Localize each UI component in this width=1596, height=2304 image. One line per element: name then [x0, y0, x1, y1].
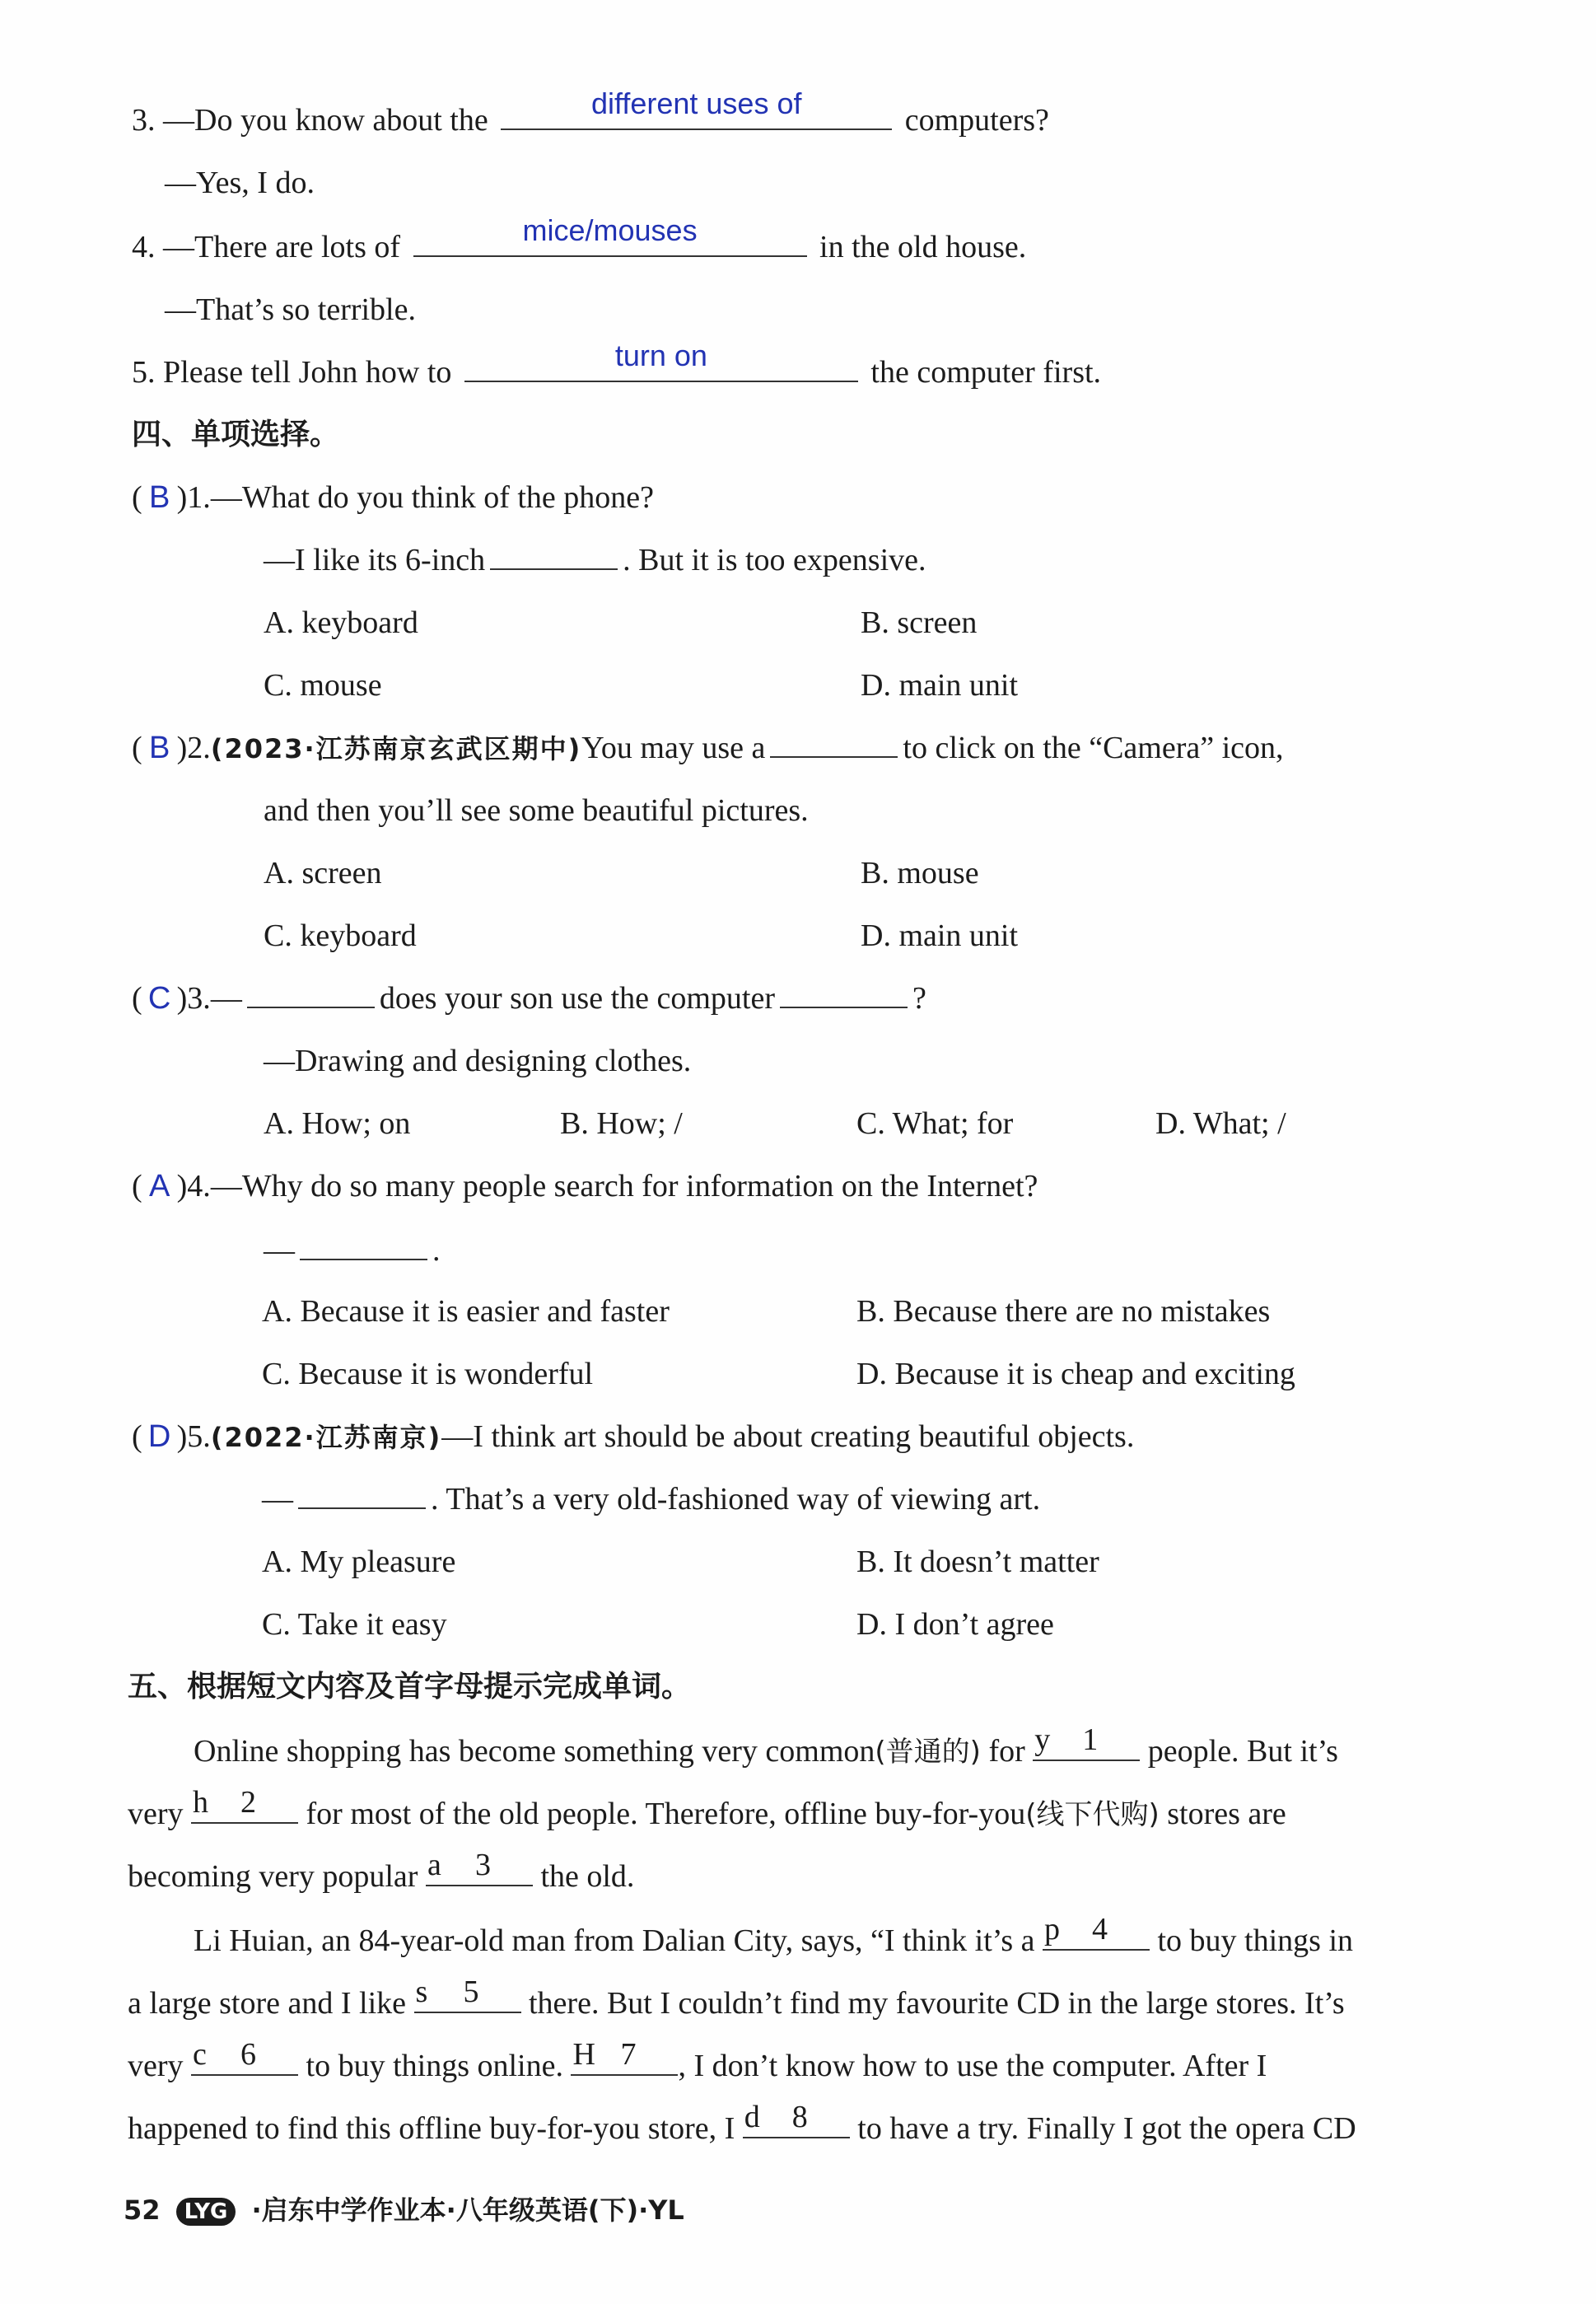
section4-title: 四、单项选择。 — [132, 418, 340, 451]
mc-q2-option-b: B. mouse — [861, 856, 979, 890]
passage-p2-line4: happened to find this offline buy-for-you store, I d 8 to have a try. Finally I got the opera CD — [128, 2100, 1356, 2146]
mc-q5-line2: — . That’s a very old-fashioned way of viewing art. — [262, 1479, 1040, 1519]
hint-blank-3: a 3 — [426, 1857, 533, 1886]
hint-blank-7: H 7 — [571, 2046, 678, 2076]
hint-blank-5: s 5 — [414, 1984, 521, 2013]
mc-q1: ( B )1.—What do you think of the phone? — [132, 478, 654, 517]
fill-q3-blank — [501, 86, 892, 130]
hint-blank-1: y 1 — [1033, 1732, 1140, 1761]
mc-q2-answer: B — [148, 731, 170, 765]
page-footer — [124, 2190, 684, 2227]
mc-q3-blank1 — [247, 979, 375, 1008]
mc-q5-answer: D — [147, 1419, 171, 1454]
fill-q5-blank — [464, 339, 858, 382]
mc-q1-line2: —I like its 6-inch . But it is too expensive. — [264, 540, 926, 580]
mc-q1-option-c: C. mouse — [264, 668, 382, 703]
mc-q4-blank — [300, 1231, 427, 1260]
mc-q5-option-c: C. Take it easy — [262, 1607, 447, 1642]
fill-q3: 3. —Do you know about the different uses of computers? — [132, 100, 1049, 140]
book-title: ·启东中学作业本·八年级英语(下)·YL — [251, 2194, 684, 2226]
publisher-logo-icon: LYG — [176, 2198, 236, 2226]
mc-q4-option-d: D. Because it is cheap and exciting — [856, 1357, 1295, 1391]
mc-q5-option-d: D. I don’t agree — [856, 1607, 1054, 1642]
fill-q4-blank — [413, 213, 807, 257]
hint-blank-8: d 8 — [743, 2109, 850, 2138]
mc-q5: ( D )5.(2022·江苏南京)—I think art should be about creating beautiful objects. — [132, 1417, 1134, 1457]
mc-q2-source: (2023·江苏南京玄武区期中) — [210, 733, 582, 764]
passage-p2-line1: Li Huian, an 84-year-old man from Dalian City, says, “I think it’s a p 4 to buy things in — [194, 1912, 1354, 1958]
mc-q3-option-b: B. How; / — [560, 1106, 683, 1141]
mc-q5-option-a: A. My pleasure — [262, 1545, 456, 1579]
mc-q1-option-b: B. screen — [861, 605, 978, 640]
mc-q3-option-c: C. What; for — [856, 1106, 1014, 1141]
page-number: 52 — [124, 2194, 161, 2226]
hint-blank-6: c 6 — [191, 2046, 298, 2076]
fill-q3-answer: different uses of — [590, 86, 802, 120]
mc-q5-option-b: B. It doesn’t matter — [856, 1545, 1099, 1579]
mc-q4-answer: A — [148, 1169, 170, 1203]
mc-q1-option-a: A. keyboard — [264, 605, 418, 640]
mc-q4-option-a: A. Because it is easier and faster — [262, 1294, 670, 1329]
passage-p1-line1: Online shopping has become something very common(普通的) for y 1 people. But it’s — [194, 1722, 1338, 1769]
mc-q2-option-a: A. screen — [264, 856, 382, 890]
mc-q2-option-d: D. main unit — [861, 918, 1019, 953]
passage-p2-line3: very c 6 to buy things online. H 7 , I don’t know how to use the computer. After I — [128, 2037, 1267, 2083]
fill-q4-reply: —That’s so terrible. — [165, 292, 416, 327]
mc-q2-blank — [770, 728, 898, 758]
passage-p1-line3: becoming very popular a 3 the old. — [128, 1848, 635, 1894]
mc-q3-answer: C — [147, 981, 171, 1016]
section5-title: 五、根据短文内容及首字母提示完成单词。 — [128, 1670, 692, 1703]
hint-blank-2: h 2 — [191, 1794, 298, 1824]
mc-q1-answer: B — [148, 480, 170, 515]
mc-q1-blank — [490, 540, 618, 570]
mc-q3: ( C )3.— does your son use the computer ? — [132, 979, 926, 1018]
passage-p2-line2: a large store and I like s 5 there. But I couldn’t find my favourite CD in the large stores. It’s — [128, 1975, 1345, 2021]
mc-q3-option-a: A. How; on — [264, 1106, 411, 1141]
mc-q4: ( A )4.—Why do so many people search for information on the Internet? — [132, 1166, 1038, 1206]
mc-q5-blank — [298, 1479, 426, 1509]
mc-q1-option-d: D. main unit — [861, 668, 1019, 703]
mc-q2-option-c: C. keyboard — [264, 918, 417, 953]
mc-q5-source: (2022·江苏南京) — [210, 1422, 442, 1453]
mc-q2-line2: and then you’ll see some beautiful pictures. — [264, 793, 809, 828]
mc-q4-line2: — . — [264, 1231, 441, 1270]
hint-blank-4: p 4 — [1043, 1921, 1150, 1951]
fill-q3-reply: —Yes, I do. — [165, 166, 315, 200]
mc-q4-option-c: C. Because it is wonderful — [262, 1357, 594, 1391]
mc-q2: ( B )2.(2023·江苏南京玄武区期中)You may use a to click on the “Camera” icon, — [132, 728, 1284, 769]
fill-q5-answer: turn on — [614, 339, 707, 372]
passage-p1-line2: very h 2 for most of the old people. Therefore, offline buy-for-you(线下代购) stores are — [128, 1785, 1286, 1831]
mc-q3-blank2 — [780, 979, 908, 1008]
fill-q5: 5. Please tell John how to turn on the computer first. — [132, 353, 1101, 392]
mc-q3-option-d: D. What; / — [1155, 1106, 1286, 1141]
mc-q3-line2: —Drawing and designing clothes. — [264, 1044, 692, 1078]
fill-q4-answer: mice/mouses — [522, 213, 698, 247]
fill-q4: 4. —There are lots of mice/mouses in the old house. — [132, 227, 1026, 267]
mc-q4-option-b: B. Because there are no mistakes — [856, 1294, 1271, 1329]
